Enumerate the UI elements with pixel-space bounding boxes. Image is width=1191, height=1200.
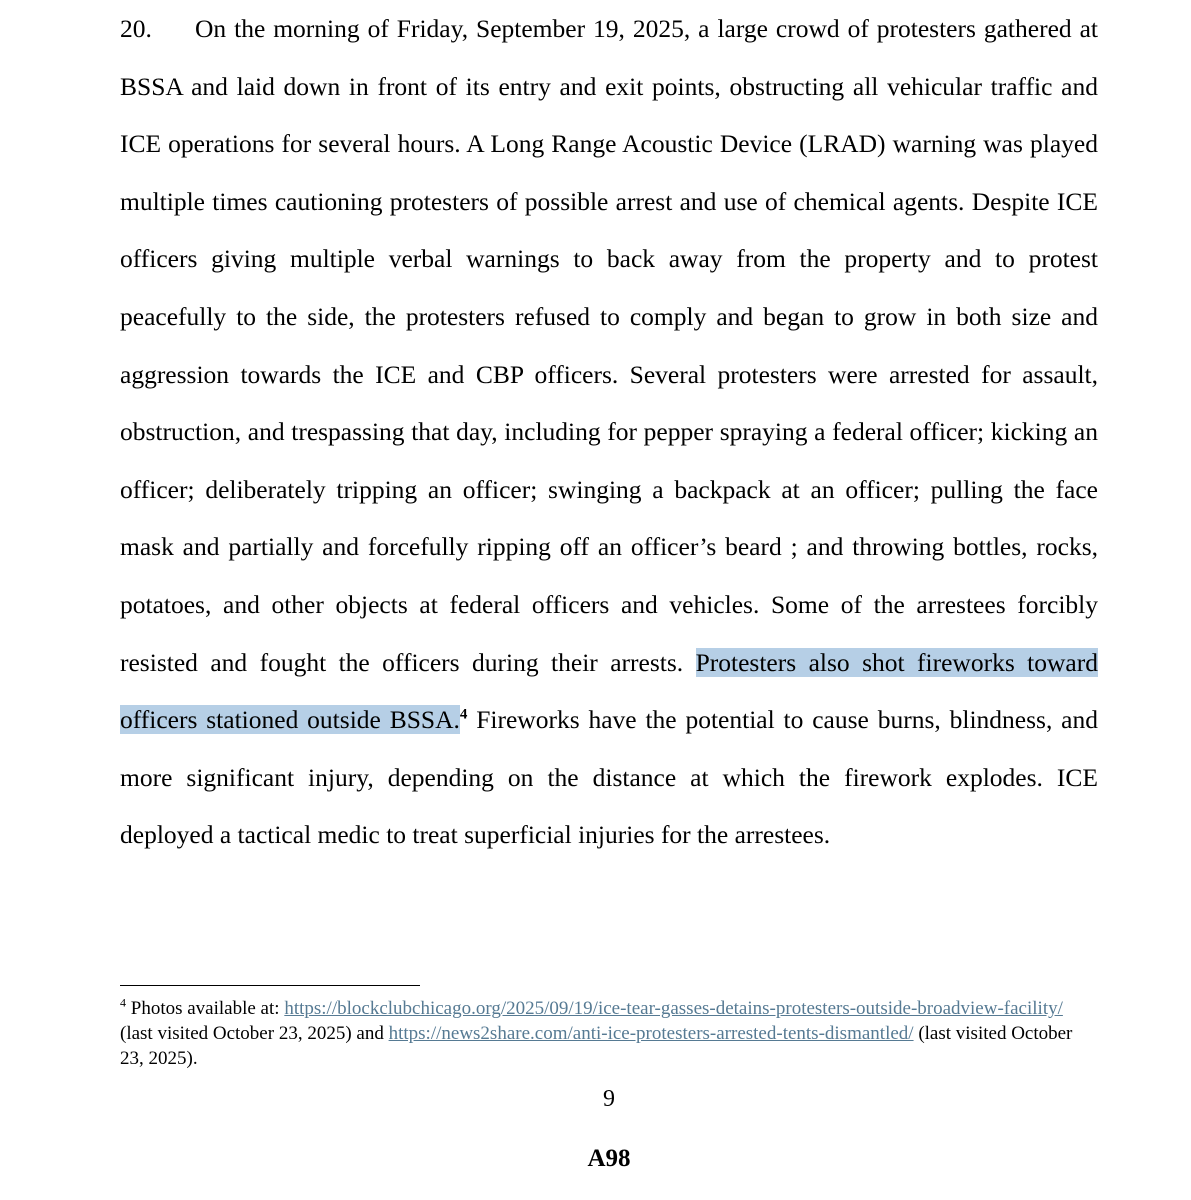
footnote-marker: 4: [120, 995, 126, 1010]
page-number: 9: [603, 1086, 615, 1112]
paragraph-number: 20.: [120, 14, 152, 43]
paragraph-text-after-highlight: Fireworks have the potential to cause burns, blindness, and more significant injury, depending on the distance at which the firework explodes. ICE deployed a tactical medic to treat superficial injuries for the arrestees.: [120, 705, 1098, 850]
footnote-end: (last visited October 23, 2025).: [120, 1023, 1073, 1069]
highlighted-text[interactable]: Protesters also shot fireworks toward officers stationed outside BSSA.: [120, 647, 1098, 735]
footnote-link-blockclubchicago[interactable]: https://blockclubchicago.org/2025/09/19/ice-tear-gasses-detains-protesters-outside-broadview-facility/: [284, 998, 1063, 1019]
footnote-intro: Photos available at:: [126, 998, 285, 1019]
footnote-separator: [120, 985, 420, 986]
paragraph-20: [120, 0, 1098, 864]
appendix-page-number: A98: [587, 1145, 631, 1172]
paragraph-text-before-highlight: On the morning of Friday, September 19, 2025, a large crowd of protesters gathered at BSSA and laid down in front of its entry and exit points, obstructing all vehicular traffic and ICE operations for several hours. A Long Range Acoustic Device (LRAD) warning was played multiple times cautioning protesters of possible arrest and use of chemical agents. Despite ICE officers giving multiple verbal warnings to back away from the property and to protest peacefully to the side, the protesters refused to comply and began to grow in both size and aggression towards the ICE and CBP officers. Several protesters were arrested for assault, obstruction, and trespassing that day, including for pepper spraying a federal officer; kicking an officer; deliberately tripping an officer; swinging a backpack at an officer; pulling the face mask and partially and forcefully ripping off an officer’s beard ; and throwing bottles, rocks, potatoes, and other objects at federal officers and vehicles. Some of the arrestees forcibly resisted and fought the officers during their arrests.: [120, 14, 1098, 677]
footnote-reference[interactable]: 4: [459, 706, 468, 723]
footnote-mid: (last visited October 23, 2025) and: [120, 1023, 389, 1044]
footnote-link-news2share[interactable]: https://news2share.com/anti-ice-protesters-arrested-tents-dismantled/: [388, 1023, 914, 1044]
footnote-4: [120, 996, 1098, 1071]
